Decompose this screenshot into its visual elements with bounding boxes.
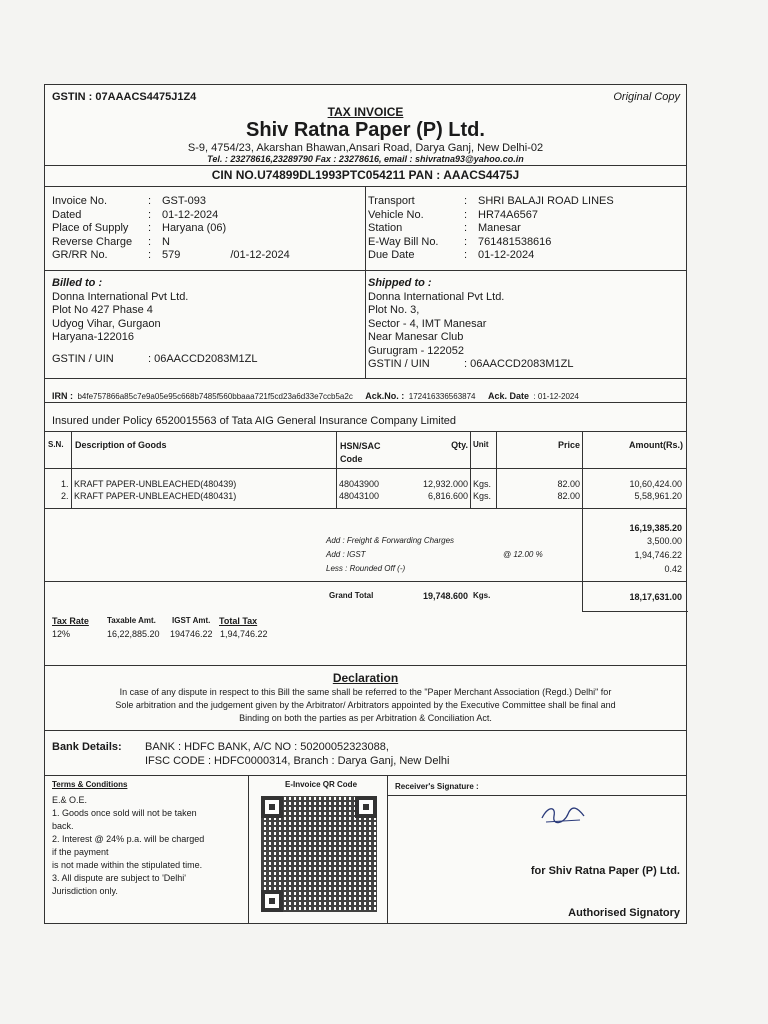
meta-row: Invoice No. : GST-093 [52,195,207,207]
cin-pan: CIN NO.U74899DL1993PTC054211 PAN : AAACS4475J [211,168,520,182]
col-amount: Amount(Rs.) [629,440,683,450]
einvoice-qr-code [261,796,377,912]
meta-row: Dated : 01-12-2024 [52,208,219,221]
igst-label: Add : IGST [326,550,366,559]
invoice-meta-right [368,195,614,263]
irn-line: IRN : b4fe757866a85c7e9a05e95c668b7485f560bbaaa721f5cd23a6d33e7ccb5a2c Ack.No. : 172416336563874 Ack. Date : 01-12-2024 [52,391,579,401]
meta-row: Station : Manesar [368,222,521,234]
billed-to-heading: Billed to : [52,277,103,289]
freight-label: Add : Freight & Forwarding Charges [326,536,455,545]
doc-title: TAX INVOICE [327,105,404,119]
meta-row: E-Way Bill No. : 761481538616 [368,235,552,248]
shipped-to: Shipped to : Donna International Pvt Ltd. Plot No. 3, Sector - 4, IMT Manesar Near Manesar Club Gurugram - 122052 GSTIN / UIN : 06AACCD2083M1ZL [368,277,574,370]
signature-mark [538,802,588,826]
gstin-header: GSTIN : 07AAACS4475J1Z4 [52,91,197,103]
declaration-title: Declaration [332,671,399,685]
invoice-meta-left [52,195,290,263]
col-sn: S.N. [48,440,64,449]
meta-row: GR/RR No. : 579 /01-12-2024 [52,249,290,261]
col-hsn: HSN/SAC Code [340,441,381,464]
meta-row: Due Date : 01-12-2024 [368,249,535,261]
subtotal: 16,19,385.20 [629,523,682,533]
meta-row: Transport : SHRI BALAJI ROAD LINES [368,195,614,207]
qr-label: E-Invoice QR Code [285,780,358,789]
insurance-note: Insured under Policy 6520015563 of Tata AIG General Insurance Company Limited [52,415,456,427]
meta-row: Reverse Charge : N [52,235,170,248]
round-amount: 0.42 [664,564,682,574]
col-description: Description of Goods [75,440,167,450]
company-contact: Tel. : 23278616,23289790 Fax : 23278616, email : shivratna93@yahoo.co.in [207,154,524,164]
freight-amount: 3,500.00 [646,536,682,546]
igst-rate: @ 12.00 % [503,550,543,559]
col-price: Price [557,440,580,450]
receiver-signature-label: Receiver's Signature : [395,782,479,791]
declaration-text: In case of any dispute in respect to this Bill the same shall be referred to the "Paper Merchant Association (Regd.) Delhi" for Sole arbitration and the judgement given by the Arbitrator/ Arbitrators appointed by the Executive Committee shall be final and Binding on both the parties as per Arbitration & Conciliation Act. [115,687,616,723]
igst-amount: 1,94,746.22 [634,550,682,560]
terms-title: Terms & Conditions [52,780,128,789]
for-company: for Shiv Ratna Paper (P) Ltd. [530,865,680,877]
shipped-to-heading: Shipped to : [368,277,432,289]
round-label: Less : Rounded Off (-) [326,564,406,573]
grand-total-amount: 18,17,631.00 [629,592,682,602]
company-name: Shiv Ratna Paper (P) Ltd. [246,119,485,141]
terms-list: E.& O.E. 1. Goods once sold will not be taken back. 2. Interest @ 24% p.a. will be charged if the payment is not made within the stipulated time. 3. All dispute are subject to 'Delhi' Jurisdiction only. [52,795,205,896]
bank-line-1: BANK : HDFC BANK, A/C NO : 50200052323088, [145,741,389,753]
bank-label: Bank Details: [52,741,122,753]
grand-unit: Kgs. [473,591,491,600]
col-qty: Qty. [451,440,468,450]
meta-row: Place of Supply : Haryana (06) [52,222,227,234]
billed-to: Billed to : Donna International Pvt Ltd. Plot No 427 Phase 4 Udyog Vihar, Gurgaon Haryana-122016 GSTIN / UIN : 06AACCD2083M1ZL [52,277,258,365]
authorised-signatory: Authorised Signatory [568,907,680,919]
invoice-document: GSTIN : 07AAACS4475J1Z4 Original Copy TAX INVOICE Shiv Ratna Paper (P) Ltd. S-9, 4754/23, Akarshan Bhawan,Ansari Road, Darya Ganj, New Delhi-02 Tel. : 23278616,23289790 Fax : 23278616, email : shivratna93@yahoo.co.in CIN NO.U74899DL1993PTC054211 PAN : AAACS4475J Invoice No. : GST-093 Dated : 01-12-2024 Place of Supply : Haryana (06) Reverse Charge : N GR/RR No. : 579 /01-12-2024 Transport : SHRI BALAJI ROAD LINES Vehicle No. : HR74A6567 Station : Manesar E-Way Bill No. : 761481538616 Due Date : 01-12-2024 Billed to : Donna International Pvt Ltd. Plot No 427 Phase 4 Udyog Vihar, Gurgaon Haryana-122016 GSTIN / UIN : 06AACCD2083M1ZL Shipped to : Donna International Pvt Ltd. Plot No. 3, Sector - 4, IMT Manesar Near Manesar Club Gurugram - 122052 GSTIN / UIN : 06AACCD2083M1ZL IRN : b4fe757866a85c7e9a05e95c668b7485f560bbaaa721f5cd23a6d33e7ccb5a2c Ack.No. : 172416336563874 Ack. Date : 01-12-2024 Insured under Policy 6520015563 of Tata AIG General Insurance Company Limited S.N. Description of Goods HSN/SAC Code Qty. Unit Price Amount(Rs.) 1. KRAFT PAPER-UNBLEACHED(480439) 48043900 12,932.000 Kgs. 82.00 10,60,424.00 2. KRAFT PAPER-UNBLEACHED(480431) 48043100 6,816.600 Kgs. 82.00 5,58,961.20 16,19,385.20 Add : Freight & Forwarding Charges 3,500.00 Add : IGST @ 12.00 % 1,94,746.22 Less : Rounded Off (-) 0.42 Grand Total 19,748.600 Kgs. 18,17,631.00 Tax Rate Taxable Amt. IGST Amt. Total Tax 12% 16,22,885.20 194746.22 1,94,746.22 Declaration In case of any dispute in respect to this Bill the same shall be referred to the "Paper Merchant Association (Regd.) Delhi" for Sole arbitration and the judgement given by the Arbitrator/ Arbitrators appointed by the Executive Committee shall be final and Binding on both the parties as per Arbitration & Conciliation Act. Bank Details: BANK : HDFC BANK, A/C NO : 50200052323088, IFSC CODE : HDFC0000314, Branch : Darya Ganj, New Delhi Terms & Conditions E.& O.E. 1. Goods once sold will not be taken back. 2. Interest @ 24% p.a. will be charged if the payment is not made within the stipulated time. 3. All dispute are subject to 'Delhi' Jurisdiction only. E-Invoice QR Code Receiver's Signature : for Shiv Ratna Paper (P) Ltd. Authorised Signatory [44,84,687,924]
grand-total-label: Grand Total [329,591,374,600]
copy-type: Original Copy [613,91,680,103]
meta-row: Vehicle No. : HR74A6567 [368,208,538,221]
grand-qty: 19,748.600 [422,591,468,601]
bank-line-2: IFSC CODE : HDFC0000314, Branch : Darya Ganj, New Delhi [145,755,450,767]
company-address: S-9, 4754/23, Akarshan Bhawan,Ansari Road, Darya Ganj, New Delhi-02 [187,142,544,154]
col-unit: Unit [473,440,489,449]
